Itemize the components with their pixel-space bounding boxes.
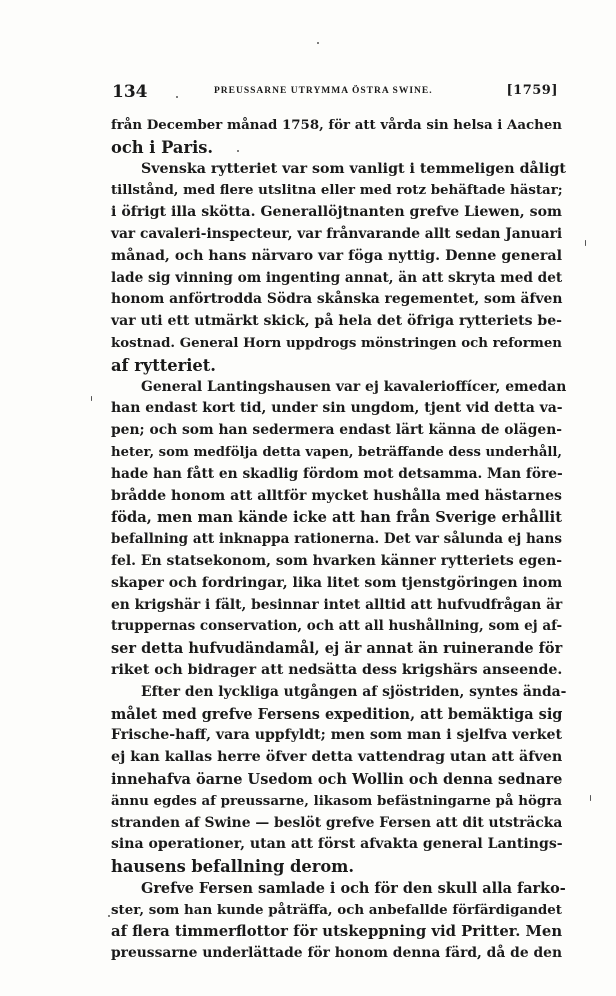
text-line: brådde honom att alltför mycket hushålla med hästarnes [111, 487, 562, 504]
text-line: honom anförtrodda Södra skånska regementet, som äfven [111, 291, 563, 308]
text-line: en krigshär i fält, besinnar intet alltid att hufvudfrågan är [111, 596, 563, 613]
text-line: sina operationer, utan att först afvakta general Lantings- [111, 836, 563, 853]
text-line: riket och bidrager att nedsätta dess krigshärs anseende. [111, 661, 563, 678]
print-speck [176, 96, 178, 98]
body-text [111, 115, 567, 965]
text-line: heter, som medfölja detta vapen, beträffande dess underhåll, [111, 444, 562, 460]
text-line: föda, men man kände icke att han från Sverige erhållit [111, 509, 562, 527]
text-line: preussarne underlättade för honom denna färd, då de den [111, 945, 562, 962]
text-line: truppernas conservation, och att all hushållning, som ej af- [111, 618, 563, 635]
page-number: 134 [112, 82, 148, 102]
text-line: lade sig vinning om ingenting annat, än att skryta med det [111, 269, 563, 286]
text-line: General Lantingshausen var ej kavalerioffícer, emedan [141, 378, 567, 395]
text-line: ännu egdes af preussarne, likasom befästningarne på högra [111, 792, 562, 809]
text-line: skaper och fordringar, lika litet som tjenstgöringen inom [111, 574, 563, 591]
print-speck [91, 396, 92, 401]
text-line: ser detta hufvudändamål, ej är annat än ruinerande för [111, 640, 563, 658]
text-line: af rytteriet. [111, 355, 216, 375]
text-line: ster, som han kunde påträffa, och anbefallde förfärdigandet [111, 901, 562, 918]
print-speck [108, 915, 110, 917]
text-line: befallning att inknappa rationerna. Det var sålunda ej hans [111, 531, 562, 548]
print-speck [590, 795, 591, 801]
year-marker: [1759] [506, 83, 558, 98]
text-line: var uti ett utmärkt skick, på hela det öfriga rytteriets be- [111, 313, 562, 330]
text-line: hausens befallning derom. [111, 857, 355, 877]
text-line: Svenska rytteriet var som vanligt i temmeligen dåligt [141, 160, 566, 177]
text-line: af flera timmerflottor för utskeppning vid Pritter. Men [111, 923, 563, 941]
text-line: tillstånd, med flere utslitna eller med rotz behäftade hästar; [111, 182, 563, 199]
text-line: hade han fått en skadlig fördom mot detsamma. Man före- [111, 465, 563, 482]
running-header [112, 82, 562, 104]
text-line: Grefve Fersen samlade i och för den skull alla farko- [141, 879, 566, 897]
print-speck [317, 42, 319, 44]
text-line: månad, och hans närvaro var föga nyttig. Denne general [111, 247, 562, 264]
text-line: målet med grefve Fersens expedition, att bemäktiga sig [111, 705, 563, 723]
text-line: Efter den lyckliga utgången af sjöstriden, syntes ända- [141, 683, 567, 700]
text-line: stranden af Swine — beslöt grefve Fersen att dit utsträcka [111, 814, 563, 831]
text-line: fel. En statsekonom, som hvarken känner rytteriets egen- [111, 552, 562, 569]
text-line: innehafva öarne Usedom och Wollin och denna sednare [111, 770, 563, 788]
text-line: pen; och som han sedermera endast lärt känna de olägen- [111, 422, 562, 439]
text-line: ej kan kallas herre öfver detta vattendrag utan att äfven [111, 749, 563, 766]
text-line: och i Paris. [111, 137, 214, 157]
text-line: Frische-haff, vara uppfyldt; men som man i sjelfva verket [111, 727, 562, 744]
print-speck [237, 150, 239, 152]
text-line: kostnad. General Horn uppdrogs mönstringen och reformen [111, 334, 562, 351]
text-line: han endast kort tid, under sin ungdom, tjent vid detta va- [111, 400, 563, 417]
text-line: från December månad 1758, för att vårda sin helsa i Aachen [111, 117, 562, 133]
print-speck [585, 240, 586, 246]
running-title: PREUSSARNE UTRYMMA ÖSTRA SWINE. [214, 86, 433, 96]
text-line: var cavaleri-inspecteur, var frånvarande allt sedan Januari [111, 225, 563, 242]
text-line: i öfrigt illa skötta. Generallöjtnanten grefve Liewen, som [111, 204, 562, 221]
